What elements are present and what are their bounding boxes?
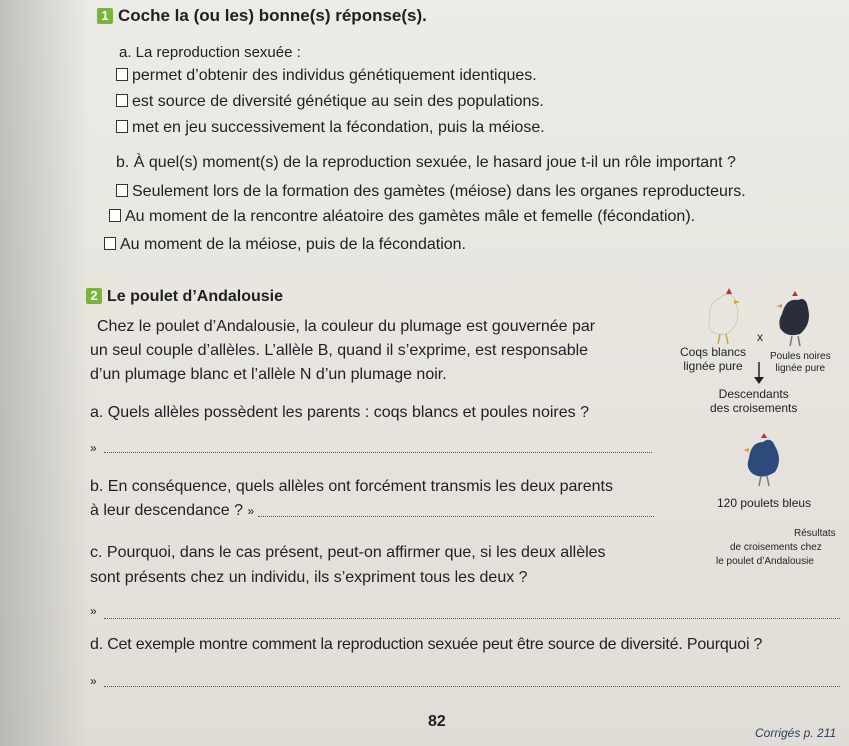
parent1-caption <box>680 346 746 374</box>
arrow-down-icon <box>752 360 766 386</box>
descendants-label: Descendants <box>718 387 789 401</box>
descendants-caption <box>710 388 797 416</box>
parent2-label: Poules noires <box>770 351 831 362</box>
ex2-qb-line-1: b. En conséquence, quels allèles ont forcément transmis les deux parents <box>90 478 613 495</box>
ex2-qa: a. Quels allèles possèdent les parents : coqs blancs et poules noires ? <box>90 404 589 421</box>
option-text: Au moment de la rencontre aléatoire des gamètes mâle et femelle (fécondation). <box>125 208 696 225</box>
corriges-link[interactable]: Corrigés p. 211 <box>755 726 837 740</box>
page-shadow <box>0 0 90 746</box>
checkbox[interactable] <box>116 68 128 81</box>
ex2-title <box>86 288 283 306</box>
white-rooster-icon <box>709 288 740 344</box>
ex2-title-text: Le poulet d’Andalousie <box>107 288 284 305</box>
ex2-intro-line-3: d’un plumage blanc et l’allèle N d’un plumage noir. <box>90 366 447 383</box>
checkbox[interactable] <box>116 120 128 133</box>
caption-line-2: de croisements chez <box>730 542 822 553</box>
answer-line-d[interactable] <box>104 686 840 687</box>
answer-line-c[interactable] <box>104 618 840 619</box>
parent1-sub: lignée pure <box>683 358 743 373</box>
ex2-qc-line-2: sont présents chez un individu, ils s’expriment tous les deux ? <box>90 569 528 586</box>
cross-symbol: x <box>757 330 763 344</box>
answer-line-b[interactable] <box>258 516 654 517</box>
ex1-qa-option-2[interactable] <box>116 93 544 111</box>
checkbox[interactable] <box>104 237 116 250</box>
caption-line-3: le poulet d’Andalousie <box>716 556 814 567</box>
option-text: est source de diversité génétique au sein des populations. <box>132 93 544 110</box>
parent2-sub: lignée pure <box>775 362 826 374</box>
answer-marker: » <box>90 441 97 455</box>
option-text: Au moment de la méiose, puis de la fécondation. <box>120 236 466 253</box>
checkbox[interactable] <box>116 94 128 107</box>
ex1-title-text: Coche la (ou les) bonne(s) réponse(s). <box>118 6 427 25</box>
ex2-number-badge: 2 <box>86 288 102 304</box>
ex1-qa-label: a. La reproduction sexuée : <box>119 44 301 61</box>
offspring-caption: 120 poulets bleus <box>717 496 812 510</box>
parent2-caption <box>770 351 831 374</box>
ex1-qb-option-2[interactable] <box>109 208 695 226</box>
answer-line-a[interactable] <box>104 452 652 453</box>
answer-marker: » <box>247 504 255 518</box>
black-hen-icon <box>776 291 809 346</box>
answer-marker: » <box>90 604 97 618</box>
parent-hens-illustration <box>690 280 820 350</box>
parent1-label: Coqs blancs <box>680 345 747 359</box>
ex2-qd: d. Cet exemple montre comment la reproduction sexuée peut être source de diversité. Pourquoi ? <box>90 636 763 653</box>
checkbox[interactable] <box>116 184 128 197</box>
ex1-number-badge: 1 <box>97 8 113 24</box>
ex2-intro-line-2: un seul couple d’allèles. L’allèle B, quand il s’exprime, est responsable <box>90 342 589 359</box>
answer-marker: » <box>90 674 97 688</box>
ex1-qb-label: b. À quel(s) moment(s) de la reproduction sexuée, le hasard joue t-il un rôle important ? <box>116 154 736 171</box>
option-text: permet d’obtenir des individus génétiquement identiques. <box>132 67 537 84</box>
ex1-qa-option-1[interactable] <box>116 67 537 85</box>
page-number: 82 <box>428 713 446 730</box>
ex1-qb-option-1[interactable] <box>116 183 746 201</box>
ex1-qa-option-3[interactable] <box>116 119 545 137</box>
descendants-sub: des croisements <box>710 400 798 415</box>
ex2-qc-line-1: c. Pourquoi, dans le cas présent, peut-on affirmer que, si les deux allèles <box>90 544 606 561</box>
ex1-qb-option-3[interactable] <box>104 236 466 254</box>
ex2-intro-line-1: Chez le poulet d’Andalousie, la couleur du plumage est gouvernée par <box>97 318 596 335</box>
ex2-qb-line-2-text: à leur descendance ? <box>90 502 243 519</box>
option-text: met en jeu successivement la fécondation, puis la méiose. <box>132 119 545 136</box>
checkbox[interactable] <box>109 209 121 222</box>
ex2-qb-line-2 <box>90 502 254 520</box>
blue-hen-icon <box>735 428 795 488</box>
option-text: Seulement lors de la formation des gamètes (méiose) dans les organes reproducteurs. <box>132 183 746 200</box>
ex1-title <box>97 6 427 26</box>
caption-line-1: Résultats <box>794 528 836 539</box>
